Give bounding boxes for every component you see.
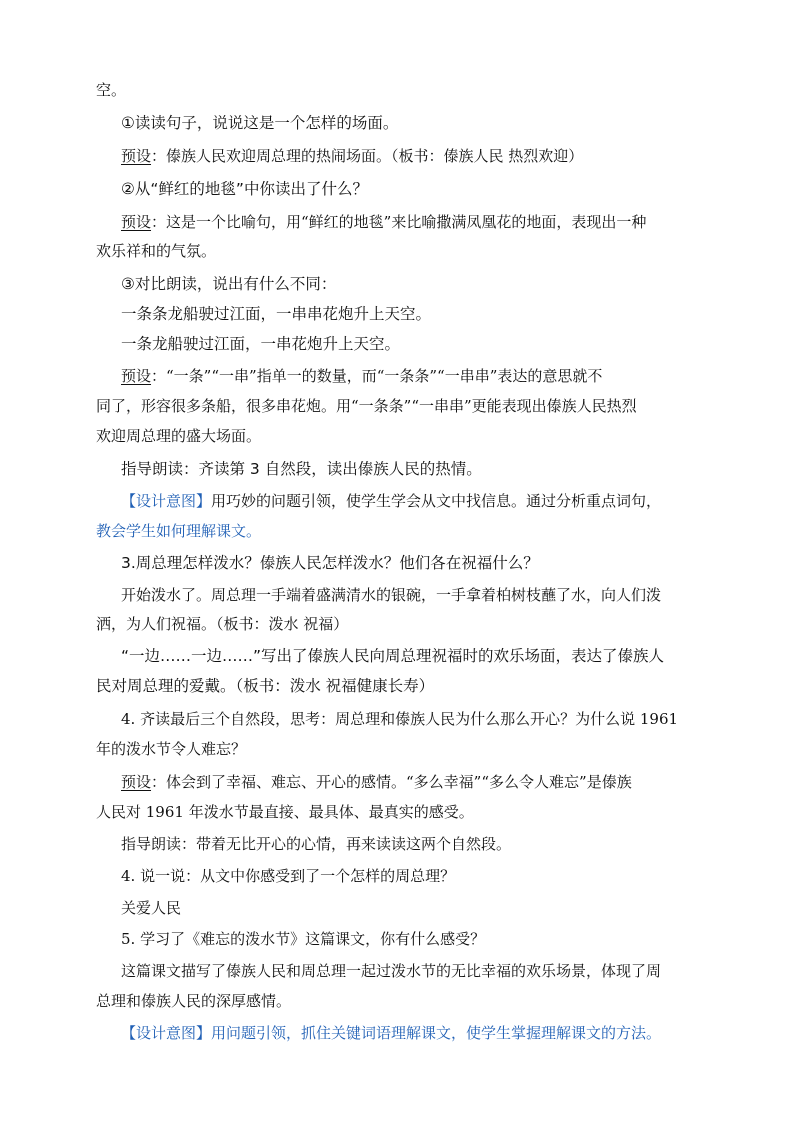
text-line	[96, 241, 698, 261]
line-text: 民对周总理的爱戴。（板书：泼水 祝福健康长寿）	[96, 677, 435, 695]
text-line	[121, 113, 698, 133]
line-text: 指导朗读：齐读第 3 自然段，读出傣族人民的热情。	[121, 460, 482, 478]
line-text: 用巧妙的问题引领，使学生学会从文中找信息。通过分析重点词句，	[211, 492, 662, 510]
text-line	[121, 334, 698, 354]
line-text: 这篇课文描写了傣族人民和周总理一起过泼水节的无比幸福的欢乐场景，体现了周	[121, 962, 662, 980]
text-line	[96, 676, 698, 696]
line-text: 一条条龙船驶过江面，一串串花炮升上天空。	[121, 305, 432, 323]
line-text: ②从“鲜红的地毯”中你读出了什么？	[121, 180, 368, 198]
line-text: 4. 齐读最后三个自然段，思考：周总理和傣族人民为什么那么开心？为什么说 1961	[121, 710, 679, 728]
line-text: 关爱人民	[121, 899, 182, 917]
preset-label: 预设	[121, 147, 152, 165]
text-line	[121, 146, 698, 166]
text-line	[121, 709, 698, 729]
line-text: ：“一条”“一串”指单一的数量，而“一条条”“一串串”表达的意思就不	[151, 367, 603, 385]
text-line	[121, 646, 698, 666]
line-text: 指导朗读：带着无比开心的心情，再来读读这两个自然段。	[121, 835, 512, 853]
line-text: 一条龙船驶过江面，一串花炮升上天空。	[121, 335, 401, 353]
line-text: ①读读句子，说说这是一个怎样的场面。	[121, 114, 399, 132]
line-text: 3.周总理怎样泼水？傣族人民怎样泼水？他们各在祝福什么？	[121, 554, 539, 572]
line-text: 总理和傣族人民的深厚感情。	[96, 992, 292, 1010]
line-text: 空。	[96, 81, 127, 99]
line-text: ③对比朗读，说出有什么不同：	[121, 275, 337, 293]
line-text: 年的泼水节令人难忘？	[96, 740, 247, 758]
text-line	[121, 1023, 698, 1043]
line-text: ：傣族人民欢迎周总理的热闹场面。（板书：傣族人民 热烈欢迎）	[151, 147, 584, 165]
design-intent-label: 【设计意图】	[121, 1024, 212, 1042]
text-line	[121, 929, 698, 949]
line-text: ：体会到了幸福、难忘、开心的感情。“多么幸福”“多么令人难忘”是傣族	[151, 773, 632, 791]
text-line	[96, 521, 698, 541]
text-line	[96, 80, 698, 100]
line-text: 4. 说一说：从文中你感受到了一个怎样的周总理？	[121, 867, 456, 885]
design-intent-label: 【设计意图】	[121, 492, 212, 510]
preset-label: 预设	[121, 367, 152, 385]
line-text: 欢乐祥和的气氛。	[96, 242, 217, 260]
text-line	[121, 898, 698, 918]
line-text: 用问题引领，抓住关键词语理解课文，使学生掌握理解课文的方法。	[211, 1024, 662, 1042]
text-line	[96, 991, 698, 1011]
text-line	[96, 426, 698, 446]
line-text: “一边……一边……”写出了傣族人民向周总理祝福时的欢乐场面，表达了傣族人	[121, 647, 665, 665]
text-line	[121, 212, 698, 232]
line-text: 同了，形容很多条船，很多串花炮。用“一条条”“一串串”更能表现出傣族人民热烈	[96, 397, 637, 415]
text-line	[121, 274, 698, 294]
line-text: 欢迎周总理的盛大场面。	[96, 427, 262, 445]
text-line	[121, 834, 698, 854]
text-line	[121, 491, 698, 511]
text-line	[121, 366, 698, 386]
line-text: 洒，为人们祝福。（板书：泼水 祝福）	[96, 615, 349, 633]
line-text: 教会学生如何理解课文。	[96, 522, 262, 540]
text-line	[96, 739, 698, 759]
text-line	[121, 772, 698, 792]
text-line	[121, 585, 698, 605]
text-line	[121, 459, 698, 479]
text-line	[96, 614, 698, 634]
line-text: 人民对 1961 年泼水节最直接、最具体、最真实的感受。	[96, 803, 474, 821]
text-line	[121, 304, 698, 324]
text-line	[121, 866, 698, 886]
text-line	[121, 961, 698, 981]
line-text: 开始泼水了。周总理一手端着盛满清水的银碗，一手拿着柏树枝蘸了水，向人们泼	[121, 586, 662, 604]
preset-label: 预设	[121, 773, 152, 791]
text-line	[121, 553, 698, 573]
text-line	[121, 179, 698, 199]
preset-label: 预设	[121, 213, 152, 231]
line-text: 5. 学习了《难忘的泼水节》这篇课文，你有什么感受？	[121, 930, 486, 948]
text-line	[96, 396, 698, 416]
line-text: ：这是一个比喻句，用“鲜红的地毯”来比喻撒满凤凰花的地面，表现出一种	[151, 213, 647, 231]
text-line	[96, 802, 698, 822]
